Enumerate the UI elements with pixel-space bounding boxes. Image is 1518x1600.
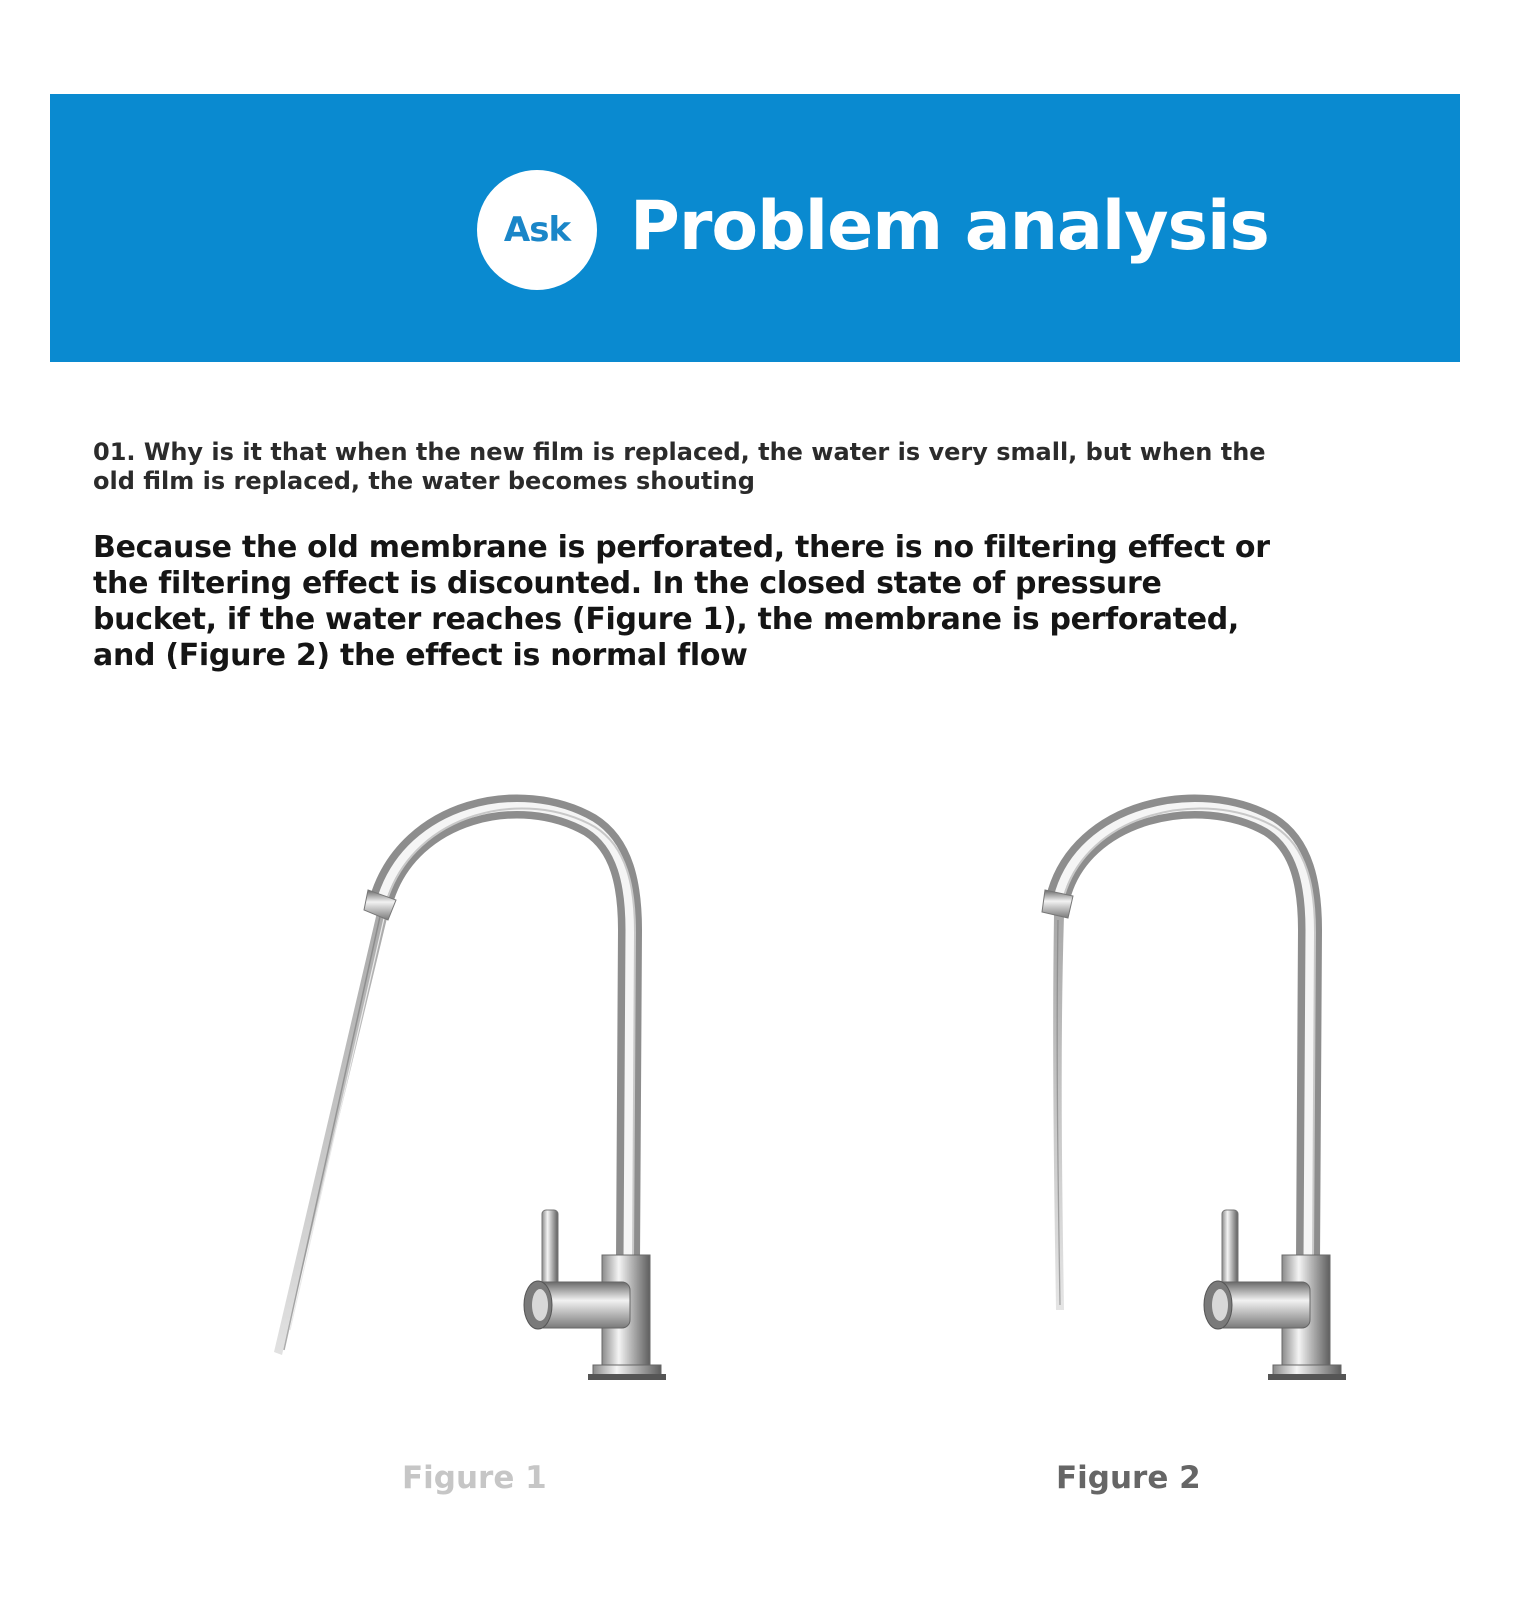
faucet-normal-flow-image [930,790,1410,1410]
answer-text: Because the old membrane is perforated, there is no filtering effect or the filtering effect is discounted. In the closed state of pressure bucket, if the water reaches (Figure 1), the membrane is perforated, and (Figure 2) the effect is normal flow [93,530,1270,673]
faucet-strong-flow-image [250,790,730,1410]
question-text: 01. Why is it that when the new film is replaced, the water is very small, but when the old film is replaced, the water becomes shouting [93,438,1266,495]
page-title: Problem analysis [630,187,1269,266]
figure-2-caption: Figure 2 [1056,1460,1201,1496]
ask-badge: Ask [477,170,597,290]
figure-1-caption: Figure 1 [402,1460,547,1496]
